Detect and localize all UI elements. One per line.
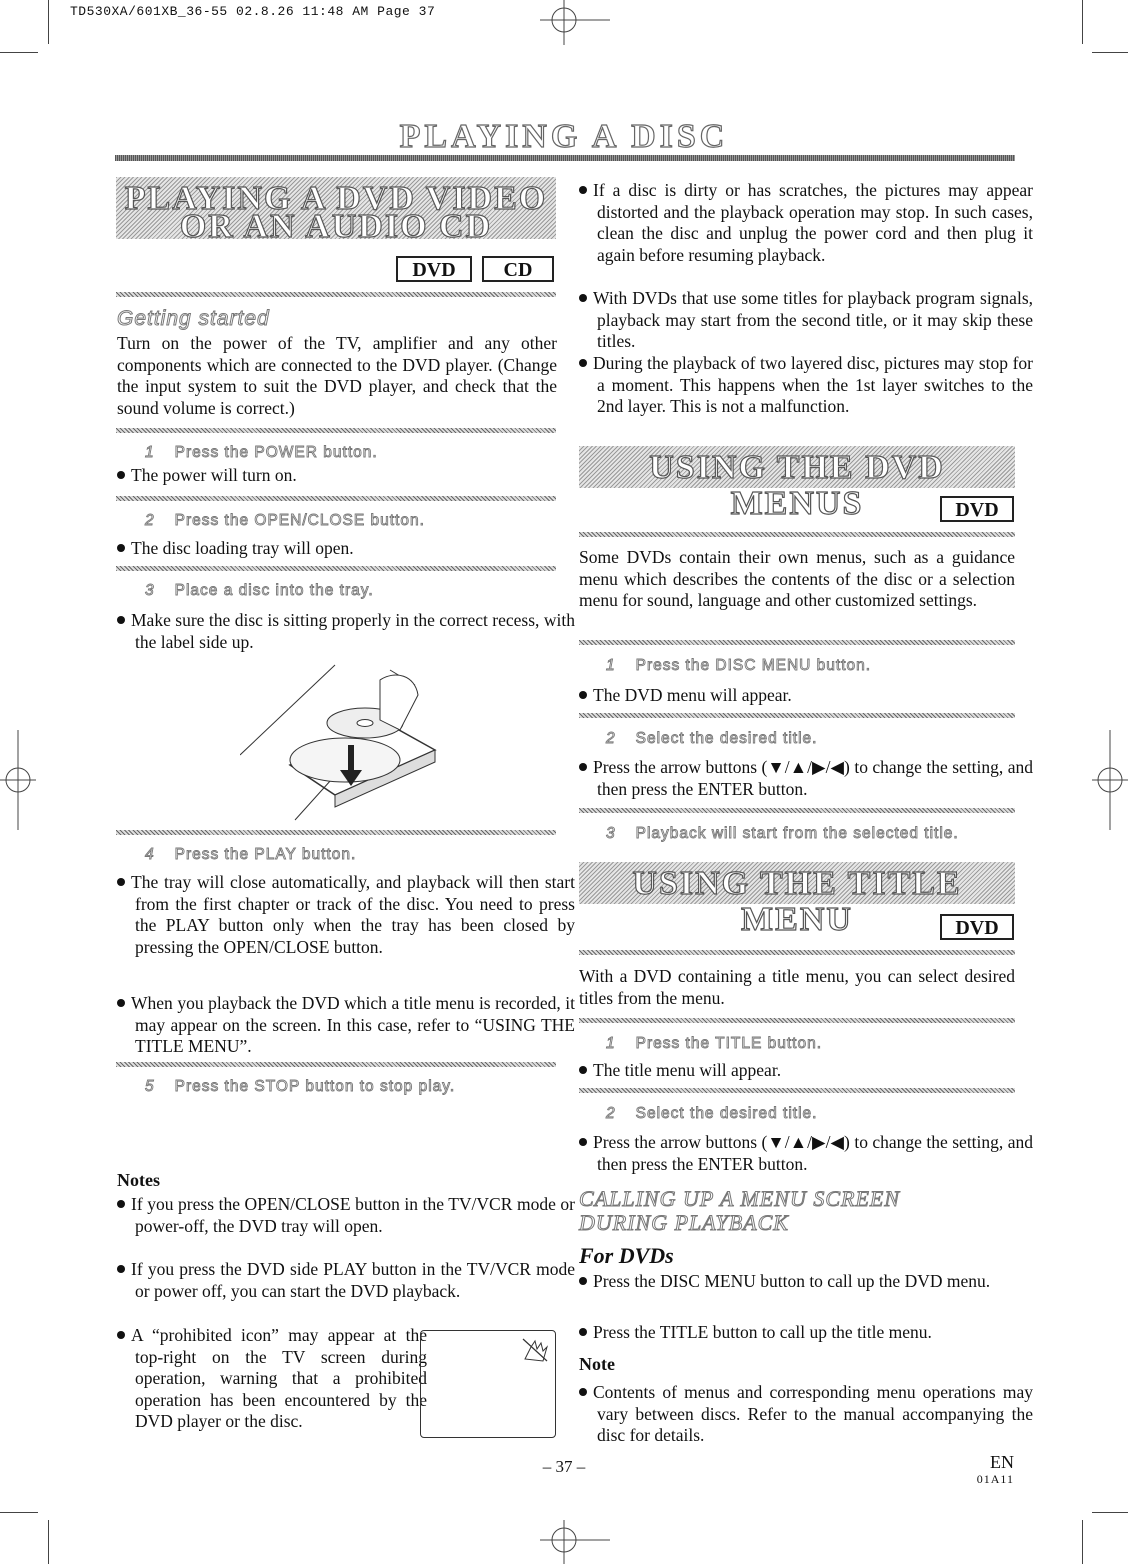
step-text: Press the TITLE button. (635, 1035, 823, 1052)
disc-tray-illustration-icon (240, 660, 440, 825)
step-number: 1 (145, 444, 155, 461)
step-text: Press the OPEN/CLOSE button. (174, 512, 425, 529)
badge-dvd: DVD (396, 256, 472, 282)
step-number: 1 (606, 657, 616, 674)
dvd-menus-step-3 (606, 825, 959, 843)
divider (116, 566, 556, 571)
step-text: Press the POWER button. (174, 444, 378, 461)
bullet: During the playback of two layered disc, pictures may stop for a moment. This happens when the 1st layer switches to the 2nd layer. This is not a malfunction. (579, 353, 1033, 418)
divider (116, 292, 556, 297)
for-dvds-heading: For DVDs (579, 1243, 674, 1268)
bullet: When you playback the DVD which a title menu is recorded, it may appear on the screen. In this case, refer to “USING THE TITLE MENU”. (117, 993, 575, 1058)
notes-heading: Notes (117, 1170, 160, 1190)
page-title: PLAYING A DISC (399, 118, 729, 155)
page-number: – 37 – (542, 1457, 586, 1476)
section-banner-dvd-menus: USING THE DVD MENUS (579, 446, 1015, 488)
crop-mark (1082, 0, 1083, 44)
note-item: If you press the OPEN/CLOSE button in the TV/VCR mode or power-off, the DVD tray will open. (117, 1194, 575, 1237)
note-item: If you press the DVD side PLAY button in the TV/VCR mode or power off, you can start the DVD playback. (117, 1259, 575, 1302)
step-number: 1 (606, 1035, 616, 1052)
bullet: Make sure the disc is sitting properly in the correct recess, with the label side up. (117, 610, 575, 653)
registration-mark-icon (0, 730, 40, 830)
language-code: EN (990, 1452, 1014, 1472)
badge-dvd: DVD (940, 914, 1014, 940)
crop-mark (0, 1512, 38, 1513)
note-item: Contents of menus and corresponding menu operations may vary between discs. Refer to the manual accompanying the disc for details. (579, 1382, 1033, 1447)
step-number: 2 (606, 1105, 616, 1122)
step-4 (145, 846, 356, 864)
registration-mark-icon (540, 0, 620, 50)
bullet: The power will turn on. (117, 465, 575, 487)
divider (579, 640, 1015, 645)
step-number: 4 (145, 846, 155, 863)
step-number: 3 (606, 825, 616, 842)
note-heading: Note (579, 1354, 615, 1374)
bullet: The title menu will appear. (579, 1060, 1033, 1082)
title-menu-step-1 (606, 1035, 822, 1053)
divider (116, 496, 556, 501)
step-text: Place a disc into the tray. (174, 582, 374, 599)
step-3 (145, 582, 374, 600)
bullet: The disc loading tray will open. (117, 538, 575, 560)
bullet: If a disc is dirty or has scratches, the pictures may appear distorted and the playback operation may stop. In such cases, clean the disc and unplug the power cord and then plug it again before resuming playback. (579, 180, 1033, 266)
crop-mark (1092, 1512, 1128, 1513)
title-menu-intro: With a DVD containing a title menu, you can select desired titles from the menu. (579, 966, 1015, 1008)
crop-mark (1082, 1520, 1083, 1564)
tv-screen-illustration (420, 1330, 556, 1438)
divider (579, 713, 1015, 718)
dvd-menus-step-1 (606, 657, 871, 675)
bullet: With DVDs that use some titles for playback program signals, playback may start from the second title, or it may skip these titles. (579, 288, 1033, 353)
crop-mark (0, 52, 38, 53)
calling-heading (579, 1187, 1015, 1235)
step-number: 2 (145, 512, 155, 529)
step-text: Playback will start from the selected title. (635, 825, 959, 842)
step-text: Select the desired title. (635, 1105, 818, 1122)
banner-line: PLAYING A DVD VIDEO (124, 180, 548, 217)
step-text: Press the PLAY button. (174, 846, 357, 863)
bullet: Press the arrow buttons (▼/▲/▶/◀) to change the setting, and then press the ENTER button. (579, 757, 1033, 800)
section-banner-playing (116, 177, 556, 245)
dvd-menus-step-2 (606, 730, 817, 748)
heading-line: CALLING UP A MENU SCREEN (579, 1186, 901, 1211)
divider (579, 950, 1015, 955)
bullet: Press the TITLE button to call up the title menu. (579, 1322, 1033, 1344)
divider (579, 808, 1015, 813)
step-1 (145, 444, 378, 462)
divider (116, 428, 556, 433)
note-item: A “prohibited icon” may appear at the top-right on the TV screen during operation, warning that a prohibited operation has been encountered by the DVD player or the disc. (117, 1325, 427, 1433)
title-menu-step-2 (606, 1105, 817, 1123)
step-number: 5 (145, 1078, 155, 1095)
dvd-menus-intro: Some DVDs contain their own menus, such as a guidance menu which describes the contents of the disc or a selection menu for sound, language and other customized settings. (579, 547, 1015, 610)
heading-line: DURING PLAYBACK (579, 1210, 789, 1235)
crop-mark (1092, 52, 1128, 53)
title-rule (115, 155, 1015, 161)
bullet: Press the arrow buttons (▼/▲/▶/◀) to change the setting, and then press the ENTER button. (579, 1132, 1033, 1175)
section-banner-title-menu: USING THE TITLE MENU (579, 862, 1015, 904)
badge-dvd: DVD (940, 496, 1014, 522)
divider (579, 1088, 1015, 1093)
divider (579, 532, 1015, 537)
bullet: Press the DISC MENU button to call up the DVD menu. (579, 1271, 1033, 1293)
step-text: Press the DISC MENU button. (635, 657, 872, 674)
prohibited-hand-icon (521, 1337, 549, 1363)
divider (579, 1018, 1015, 1023)
print-code: 01A11 (976, 1472, 1014, 1486)
step-number: 2 (606, 730, 616, 747)
bullet: The DVD menu will appear. (579, 685, 1033, 707)
crop-mark (48, 1520, 49, 1564)
step-text: Select the desired title. (635, 730, 818, 747)
step-number: 3 (145, 582, 155, 599)
registration-mark-icon (540, 1520, 620, 1564)
banner-line: OR AN AUDIO CD (179, 208, 493, 245)
bullet: The tray will close automatically, and playback will then start from the first chapter or track of the disc. You need to press the PLAY button only when the tray has been closed by pressing the OPEN/CLOSE button. (117, 872, 575, 958)
badge-cd: CD (482, 256, 554, 282)
step-5 (145, 1078, 455, 1096)
step-text: Press the STOP button to stop play. (174, 1078, 456, 1095)
divider (116, 830, 556, 835)
step-2 (145, 512, 425, 530)
divider (116, 1062, 556, 1067)
registration-mark-icon (1088, 730, 1128, 830)
intro-text: Turn on the power of the TV, amplifier and any other components which are connected to the DVD player. (Change the input system to suit the DVD player, and check that the sound volume is correct.) (117, 333, 557, 418)
print-header: TD530XA/601XB_36-55 02.8.26 11:48 AM Page 37 (70, 4, 436, 19)
subhead-getting-started: Getting started (117, 307, 270, 330)
crop-mark (48, 0, 49, 44)
